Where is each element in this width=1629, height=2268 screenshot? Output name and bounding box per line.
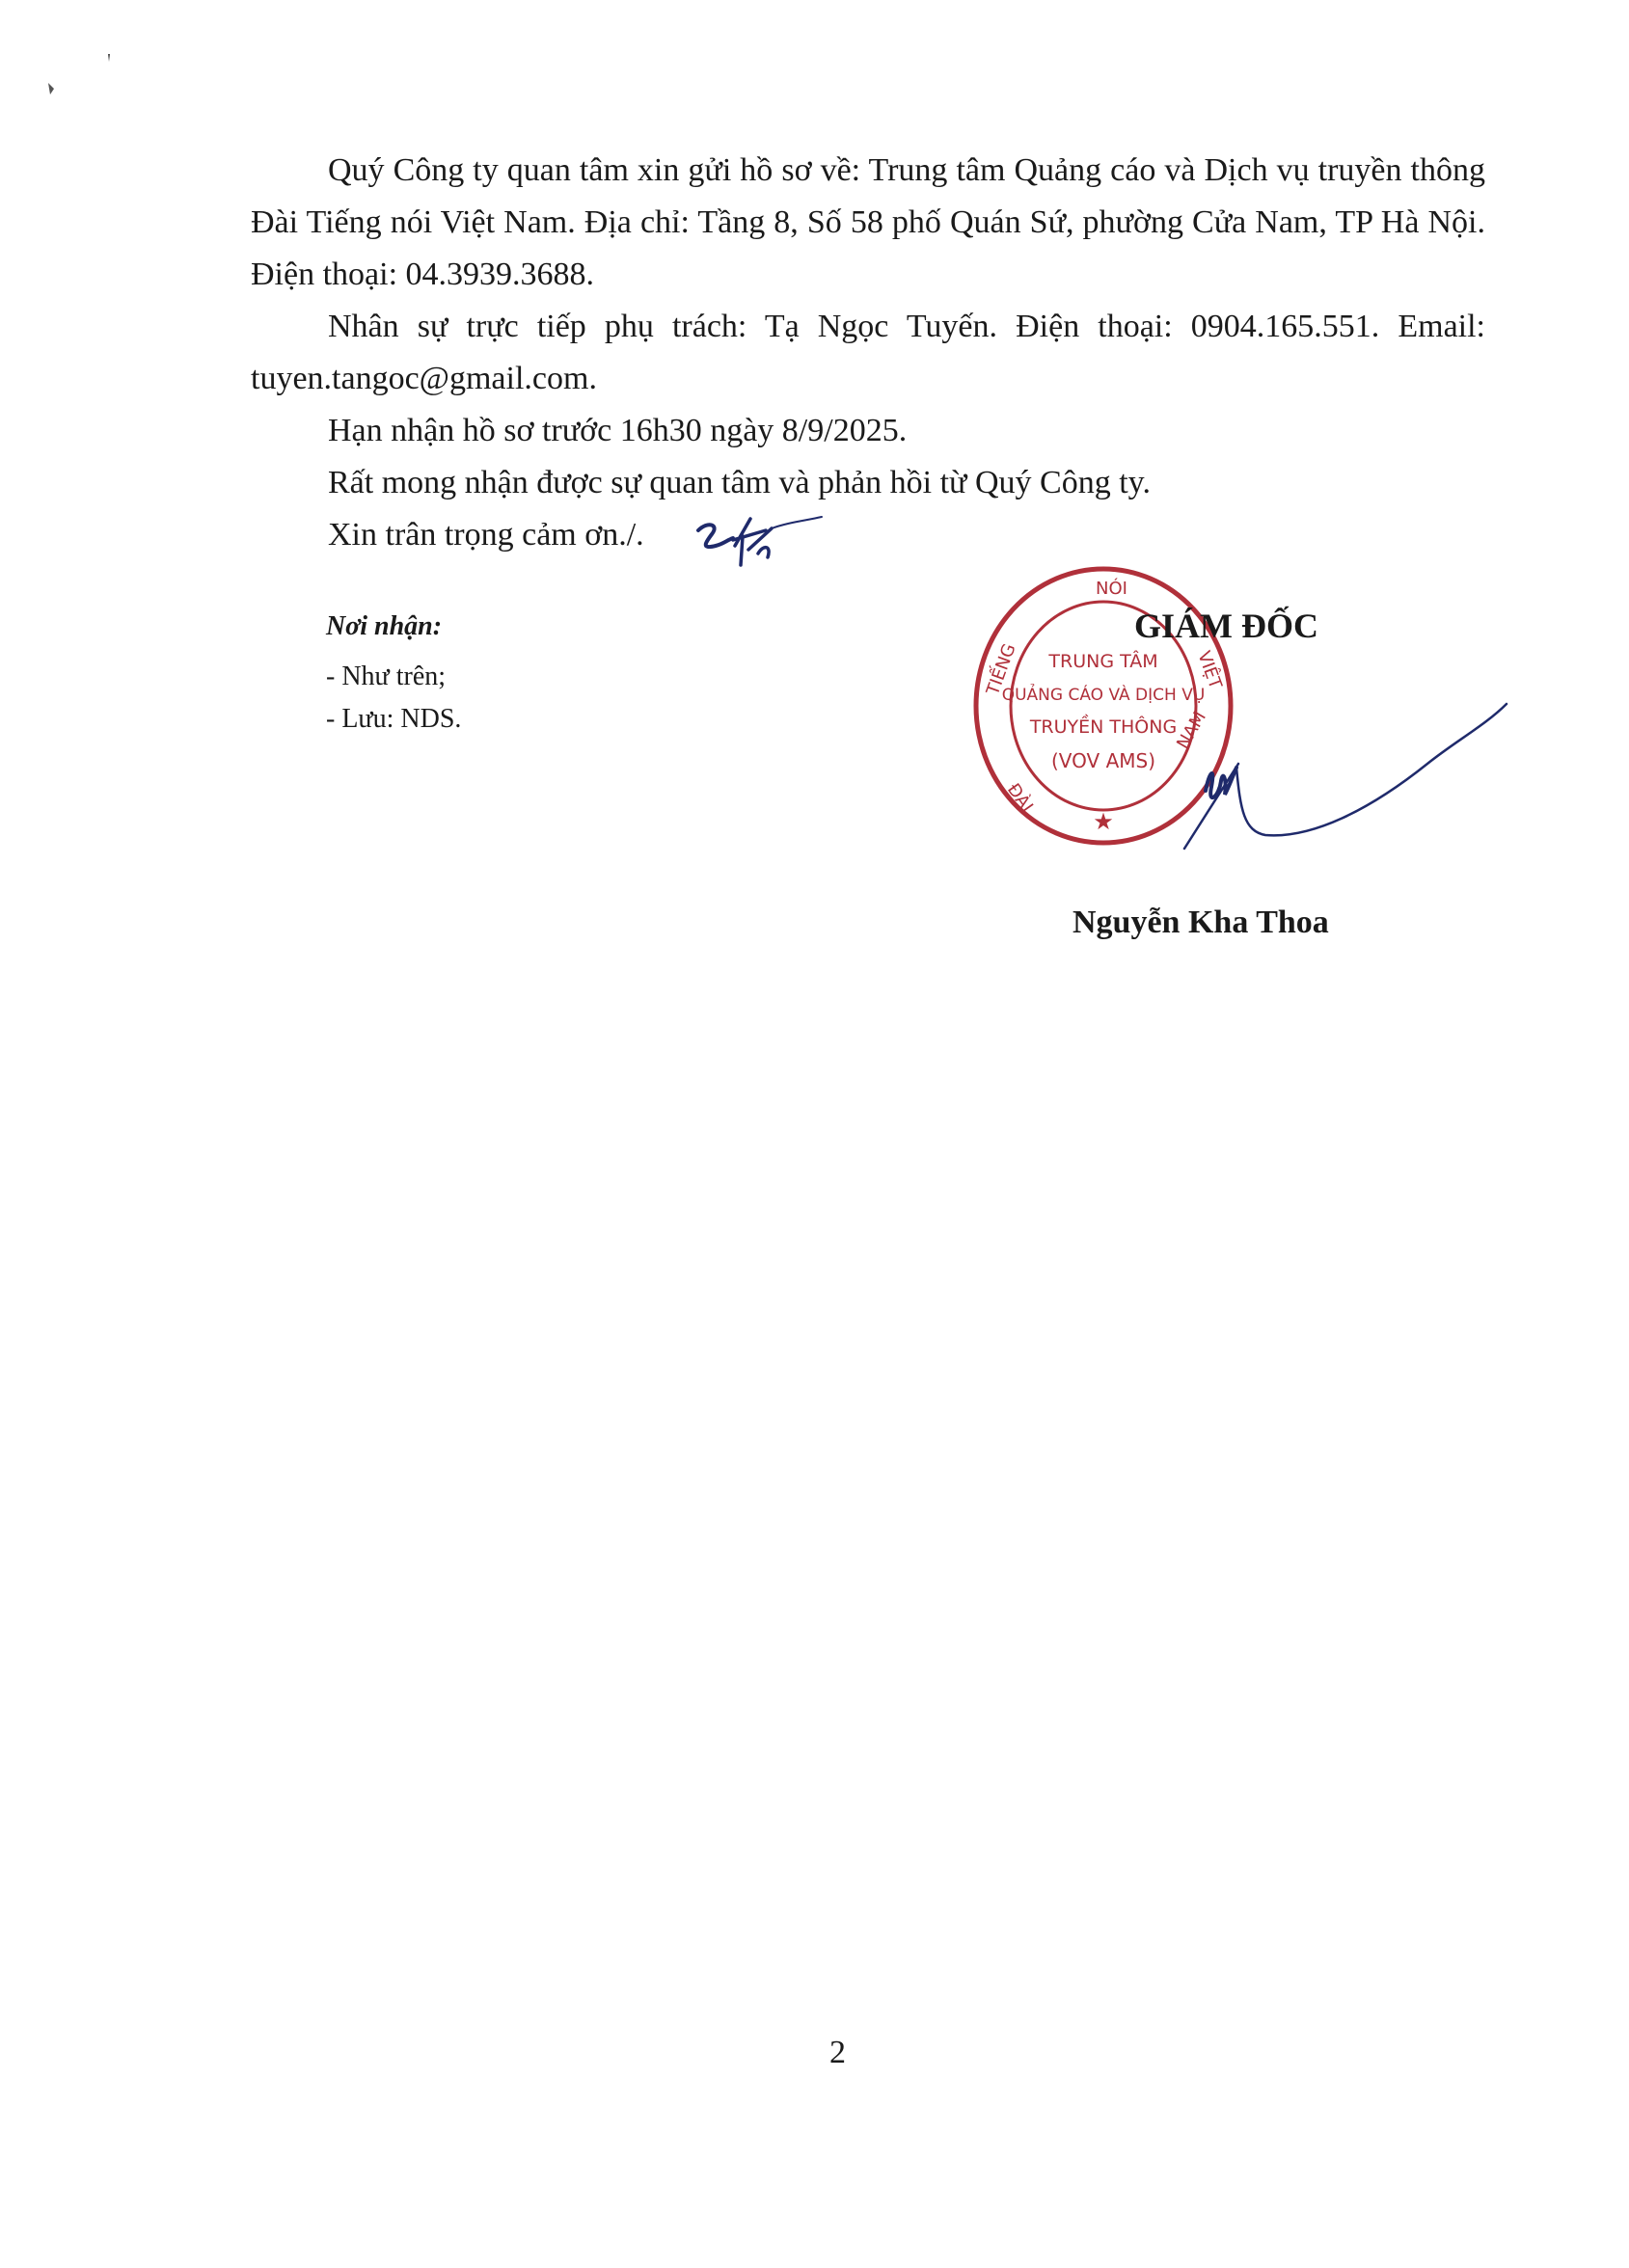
svg-text:NAM: NAM [1173, 708, 1210, 753]
paragraph-application-address: Quý Công ty quan tâm xin gửi hồ sơ về: Trung tâm Quảng cáo và Dịch vụ truyền thông Đài Tiếng nói Việt Nam. Địa chỉ: Tầng 8, Số 58 phố Quán Sứ, phường Cửa Nam, TP Hà Nội. Điện thoại: 04.3939.3688. [251, 152, 1485, 292]
recipients-title: Nơi nhận: [326, 611, 443, 641]
svg-text:TIẾNG: TIẾNG [982, 640, 1020, 698]
signer-name: Nguyễn Kha Thoa [1072, 904, 1329, 940]
svg-text:ĐÀI: ĐÀI [1002, 779, 1038, 817]
handwritten-signature [1177, 675, 1514, 868]
svg-text:NÓI: NÓI [1096, 579, 1127, 599]
svg-text:VIỆT: VIỆT [1193, 648, 1226, 692]
signature-title: GIÁM ĐỐC [1134, 607, 1318, 645]
svg-text:(VOV AMS): (VOV AMS) [1051, 749, 1155, 772]
scan-speck-tick [104, 52, 114, 66]
paragraph-request: Rất mong nhận được sự quan tâm và phản hồi từ Quý Công ty. [328, 465, 1151, 500]
paragraph-thanks: Xin trân trọng cảm ơn./. [328, 517, 644, 553]
page-number: 2 [829, 2035, 846, 2070]
paragraph-contact-person: Nhân sự trực tiếp phụ trách: Tạ Ngọc Tuyến. Điện thoại: 0904.165.551. Email: tuyen.tangoc@gmail.com. [251, 309, 1485, 396]
svg-text:QUẢNG CÁO VÀ DỊCH VỤ: QUẢNG CÁO VÀ DỊCH VỤ [1001, 686, 1206, 705]
recipient-item: - Như trên; [326, 662, 447, 691]
recipient-item: - Lưu: NDS. [326, 704, 462, 734]
scan-speck-mark [39, 75, 68, 104]
svg-text:TRUNG TÂM: TRUNG TÂM [1048, 651, 1158, 672]
svg-text:TRUYỀN THÔNG: TRUYỀN THÔNG [1029, 716, 1178, 738]
handwritten-initials [691, 511, 826, 571]
svg-text:★: ★ [1093, 808, 1114, 835]
paragraph-deadline: Hạn nhận hồ sơ trước 16h30 ngày 8/9/2025. [328, 413, 908, 448]
